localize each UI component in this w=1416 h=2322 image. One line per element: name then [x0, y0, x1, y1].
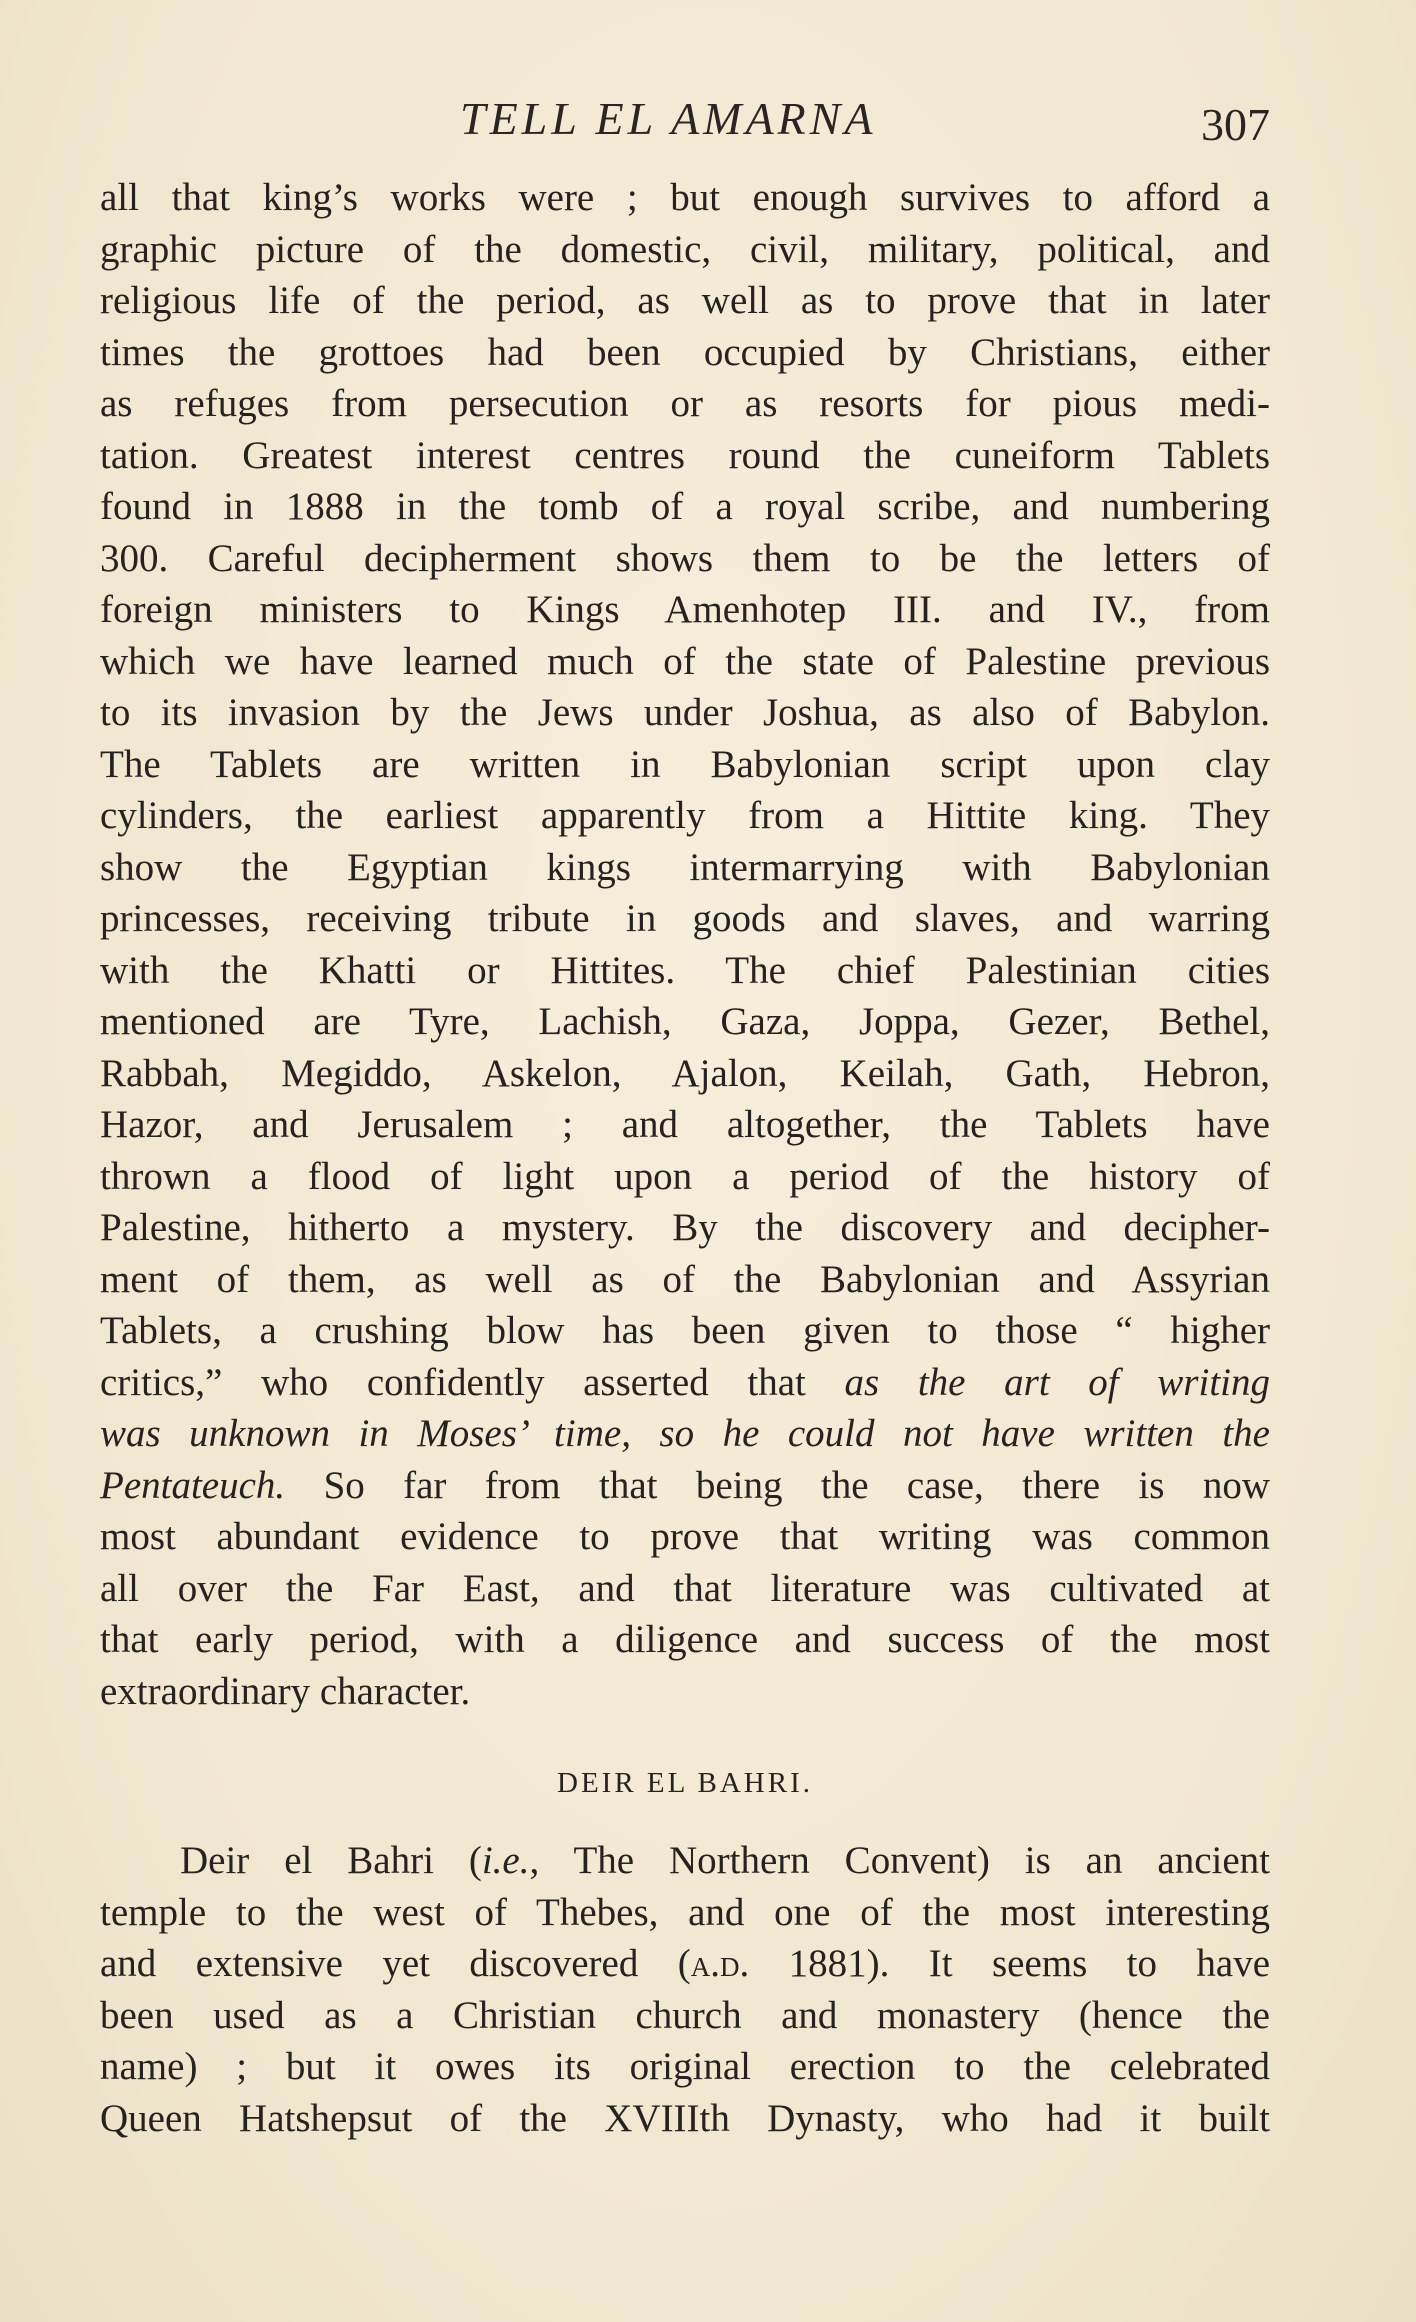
text-run: and extensive yet discovered ( — [100, 1942, 691, 1985]
text-line: name) ; but it owes its original erection to the celebrated — [100, 2045, 1270, 2088]
text-line: mentioned are Tyre, Lachish, Gaza, Joppa, Gezer, Bethel, — [100, 1000, 1270, 1043]
text-line: Queen Hatshepsut of the XVIIIth Dynasty, who had it built — [100, 2096, 1270, 2140]
text-line: Palestine, hitherto a mystery. By the discovery and decipher- — [100, 1206, 1270, 1249]
italic-text-run: i.e. — [481, 1839, 530, 1882]
text-run: So far from that being the case, there is now — [285, 1463, 1270, 1507]
text-line: foreign ministers to Kings Amenhotep III. and IV., from — [100, 588, 1270, 631]
text-line: The Tablets are written in Babylonian script upon clay — [100, 742, 1270, 786]
text-run: 1881). It seems to have — [749, 1942, 1270, 1985]
text-line: with the Khatti or Hittites. The chief Palestinian cities — [100, 948, 1270, 992]
text-line: princesses, receiving tribute in goods and slaves, and warring — [100, 897, 1270, 940]
section-heading: DEIR EL BAHRI. — [557, 1767, 813, 1799]
text-line: most abundant evidence to prove that writing was common — [100, 1515, 1270, 1558]
text-line: show the Egyptian kings intermarrying with Babylonian — [100, 845, 1270, 889]
text-line: that early period, with a diligence and success of the most — [100, 1618, 1270, 1661]
text-line: Tablets, a crushing blow has been given to those “ higher — [100, 1309, 1270, 1352]
text-run: , The Northern Convent) is an ancient — [529, 1839, 1270, 1882]
text-line: 300. Careful decipherment shows them to be the letters of — [100, 536, 1270, 580]
italic-text-run: as the art of writing — [844, 1360, 1270, 1404]
text-line: times the grottoes had been occupied by Christians, either — [100, 330, 1270, 374]
text-line: tation. Greatest interest centres round the cuneiform Tablets — [100, 433, 1270, 477]
text-line: temple to the west of Thebes, and one of the most interesting — [100, 1890, 1270, 1934]
page-number: 307 — [1201, 99, 1270, 150]
text-line: graphic picture of the domestic, civil, military, political, and — [100, 227, 1270, 271]
text-line — [100, 1835, 1270, 1887]
text-line: Rabbah, Megiddo, Askelon, Ajalon, Keilah, Gath, Hebron, — [100, 1051, 1270, 1095]
text-line: as refuges from persecution or as resorts for pious medi- — [100, 382, 1270, 425]
text-run: critics,” who confidently asserted that — [100, 1360, 845, 1404]
text-line — [100, 1357, 1270, 1409]
text-line: thrown a flood of light upon a period of the history of — [100, 1154, 1270, 1198]
text-line: cylinders, the earliest apparently from a Hittite king. They — [100, 794, 1270, 837]
text-line: to its invasion by the Jews under Joshua, as also of Babylon. — [100, 691, 1270, 734]
text-line: ment of them, as well as of the Babylonian and Assyrian — [100, 1257, 1270, 1301]
italic-text-run: Pentateuch. — [100, 1463, 286, 1507]
text-line: all that king’s works were ; but enough survives to afford a — [100, 176, 1270, 219]
italic-text-line: was unknown in Moses’ time, so he could not have written the — [100, 1412, 1270, 1455]
text-line: all over the Far East, and that literature was cultivated at — [100, 1566, 1270, 1610]
running-title: TELL EL AMARNA — [460, 93, 877, 144]
text-line: religious life of the period, as well as to prove that in later — [100, 279, 1270, 322]
text-line: been used as a Christian church and monastery (hence the — [100, 1993, 1270, 2037]
running-head — [100, 92, 1270, 152]
text-line: extraordinary character. — [100, 1669, 471, 1713]
text-line — [100, 1460, 1270, 1512]
small-caps-run: a.d. — [690, 1942, 750, 1985]
text-line: which we have learned much of the state of Palestine previous — [100, 639, 1270, 683]
text-line — [100, 1938, 1270, 1990]
text-run: Deir el Bahri ( — [180, 1839, 482, 1882]
text-line: found in 1888 in the tomb of a royal scribe, and numbering — [100, 485, 1270, 528]
body-text — [100, 172, 1270, 2144]
text-line: Hazor, and Jerusalem ; and altogether, the Tablets have — [100, 1103, 1270, 1146]
